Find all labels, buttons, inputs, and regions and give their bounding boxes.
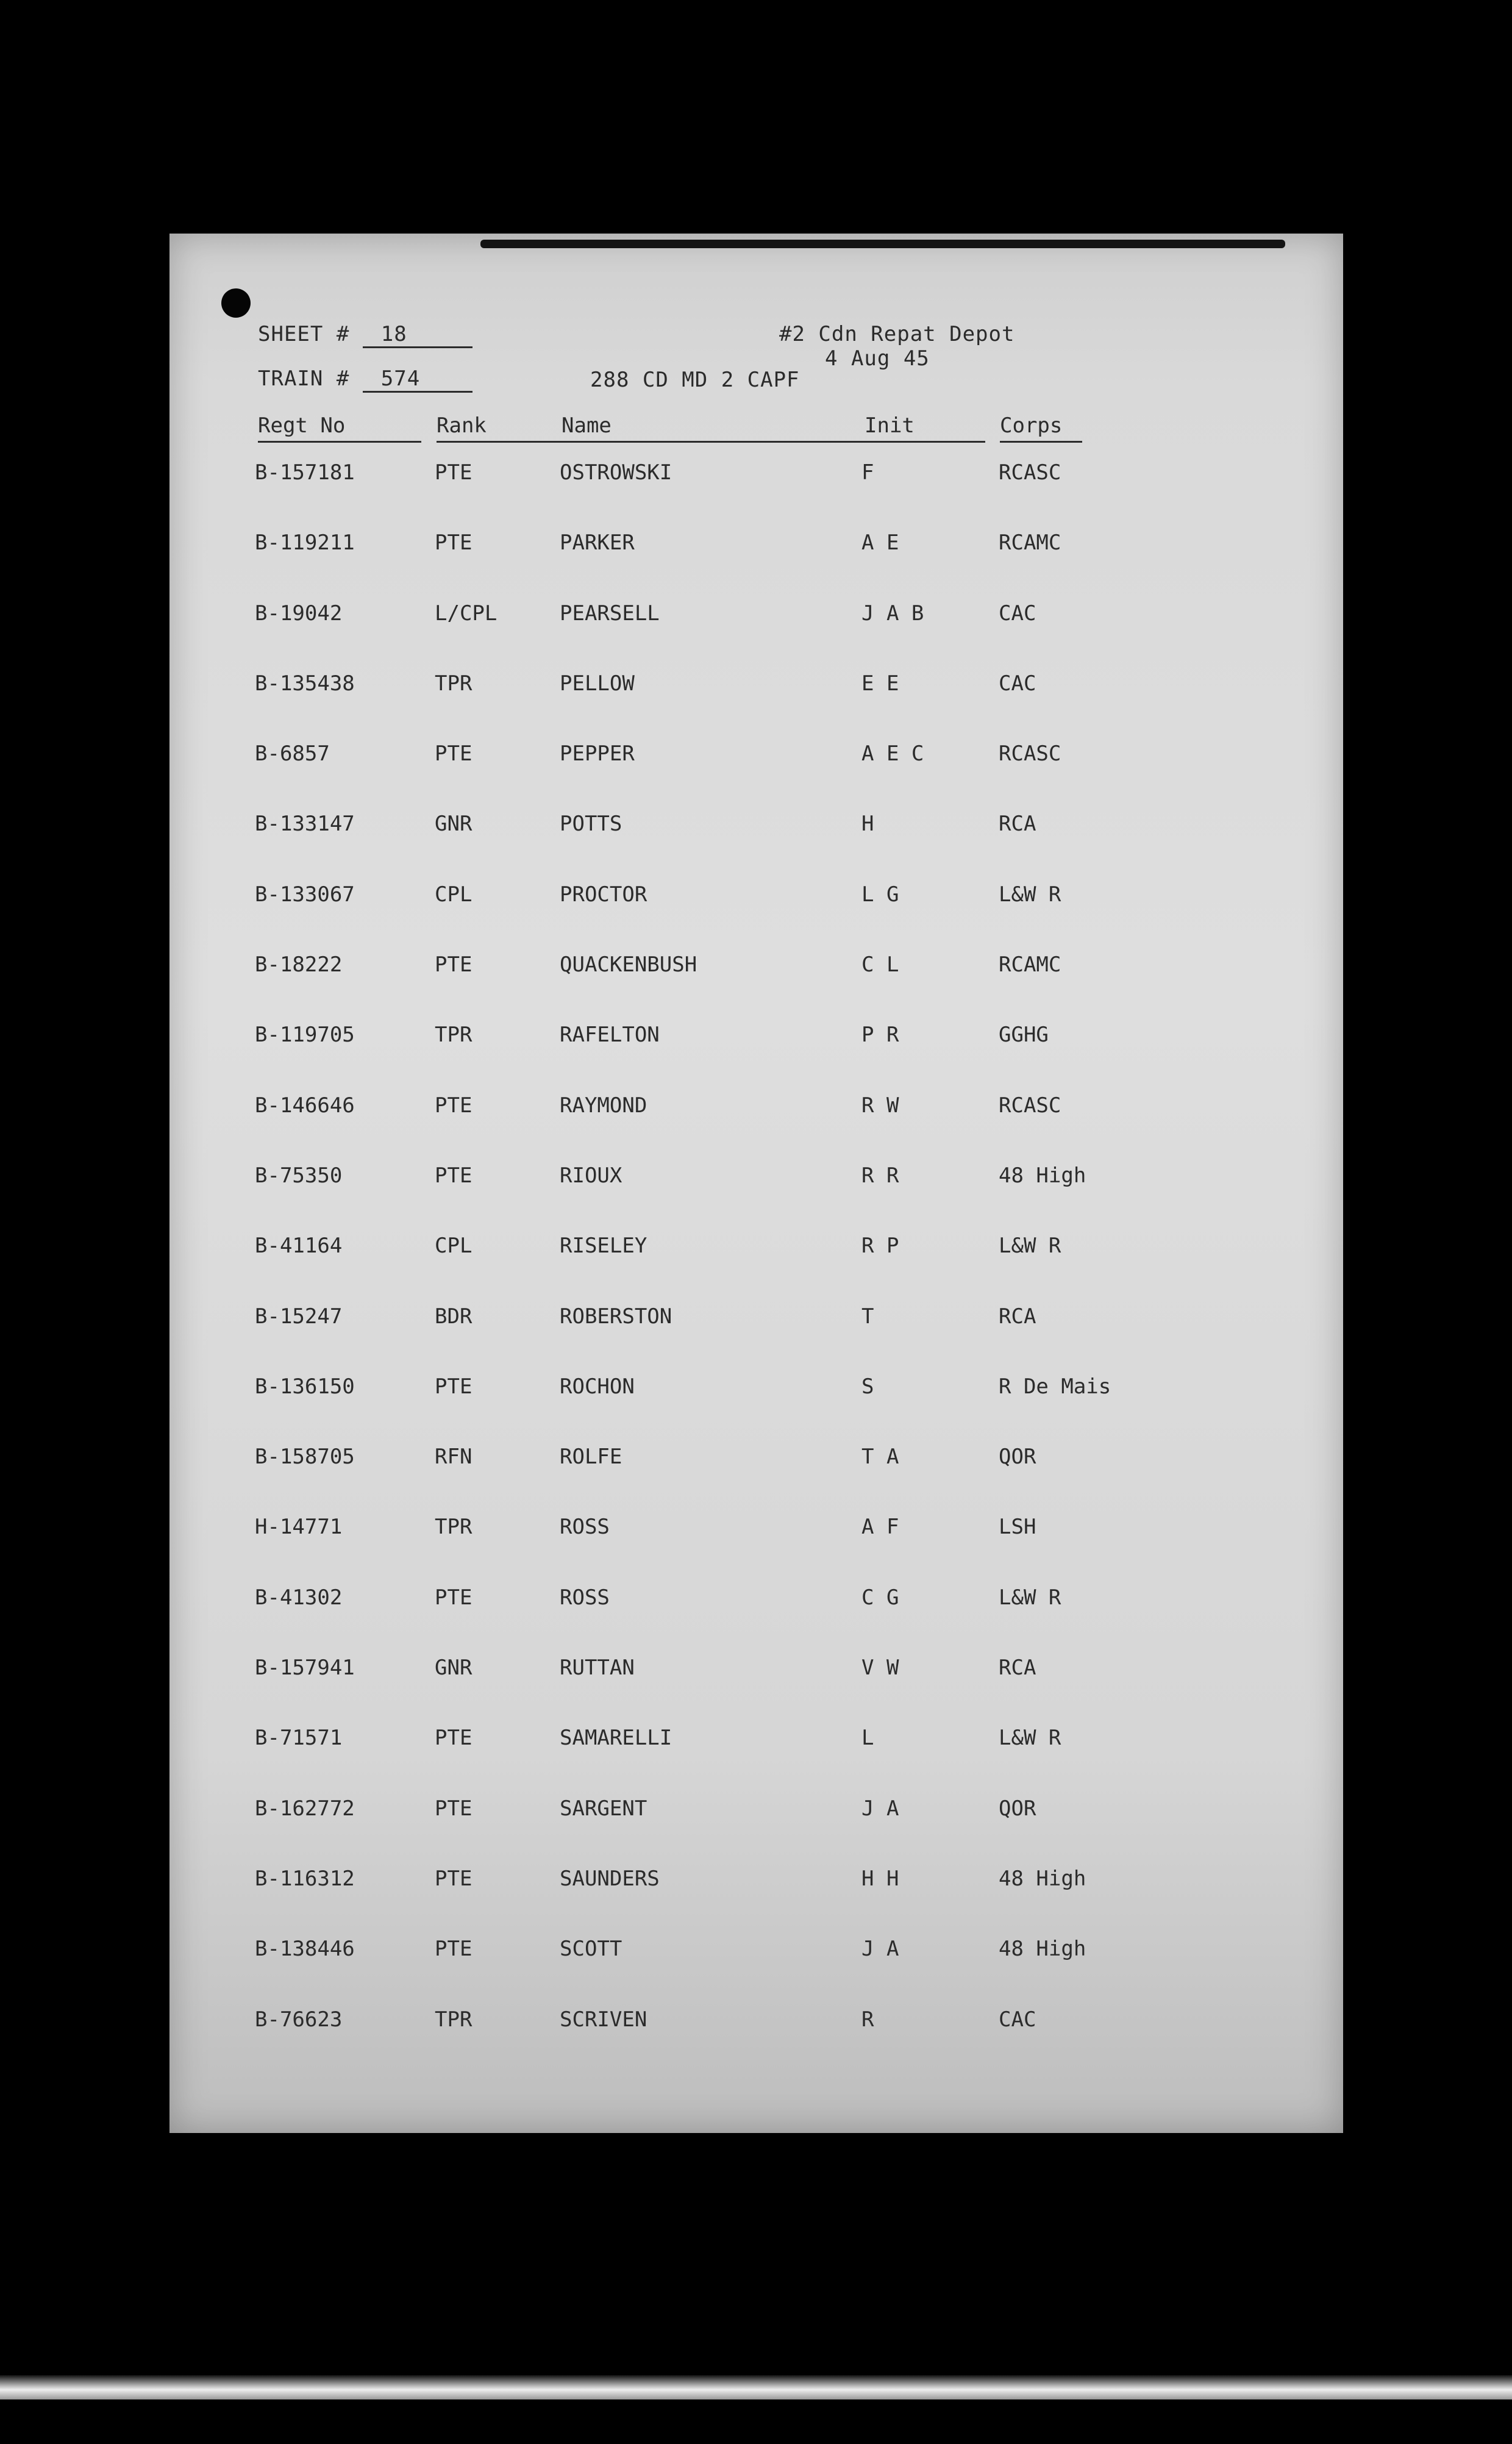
table-row	[169, 1445, 1343, 1515]
rank-cell: RFN	[435, 1445, 472, 1470]
name-cell: QUACKENBUSH	[560, 952, 697, 977]
init-cell: R R	[861, 1163, 899, 1188]
rank-cell: CPL	[435, 882, 472, 907]
regt-no-cell: B-136150	[255, 1374, 355, 1399]
regt-no-cell: B-71571	[255, 1726, 343, 1751]
corps-cell: RCASC	[999, 1093, 1061, 1118]
train-number-line	[258, 366, 472, 393]
regt-no-cell: B-41302	[255, 1585, 343, 1610]
table-row	[169, 1374, 1343, 1445]
rank-cell: PTE	[435, 952, 472, 977]
rank-cell: PTE	[435, 460, 472, 485]
name-cell: SCRIVEN	[560, 2007, 647, 2032]
init-cell: A F	[861, 1515, 899, 1540]
column-header-rank: Rank	[437, 413, 487, 438]
name-cell: PROCTOR	[560, 882, 647, 907]
table-row	[169, 2007, 1343, 2078]
corps-cell: RCA	[999, 1656, 1036, 1681]
init-cell: F	[861, 460, 874, 485]
page-top-edge	[480, 240, 1285, 248]
header-underline-rank-name-init	[437, 441, 985, 443]
rank-cell: L/CPL	[435, 601, 497, 626]
rank-cell: CPL	[435, 1234, 472, 1259]
table-row	[169, 601, 1343, 671]
init-cell: V W	[861, 1656, 899, 1681]
rank-cell: GNR	[435, 812, 472, 837]
regt-no-cell: B-133147	[255, 812, 355, 837]
depot-name: #2 Cdn Repat Depot	[779, 322, 1015, 346]
corps-cell: CAC	[999, 2007, 1036, 2032]
table-row	[169, 1585, 1343, 1656]
table-row	[169, 1304, 1343, 1374]
rank-cell: TPR	[435, 1023, 472, 1048]
init-cell: C L	[861, 952, 899, 977]
punch-hole	[221, 288, 251, 318]
name-cell: SAMARELLI	[560, 1726, 672, 1751]
rank-cell: PTE	[435, 1726, 472, 1751]
rank-cell: PTE	[435, 1866, 472, 1891]
rank-cell: PTE	[435, 1163, 472, 1188]
table-row	[169, 1515, 1343, 1585]
name-cell: ROBERSTON	[560, 1304, 672, 1329]
name-cell: RIOUX	[560, 1163, 622, 1188]
corps-cell: 48 High	[999, 1937, 1086, 1962]
train-number: 574	[363, 366, 472, 393]
name-cell: RAFELTON	[560, 1023, 660, 1048]
name-cell: SAUNDERS	[560, 1866, 660, 1891]
table-row	[169, 952, 1343, 1023]
sheet-number: 18	[363, 322, 472, 348]
init-cell: R P	[861, 1234, 899, 1259]
regt-no-cell: H-14771	[255, 1515, 343, 1540]
regt-no-cell: B-119211	[255, 531, 355, 556]
init-cell: P R	[861, 1023, 899, 1048]
corps-cell: RCA	[999, 812, 1036, 837]
document-page	[169, 234, 1343, 2133]
column-header-init: Init	[865, 413, 915, 438]
column-header-regt-no: Regt No	[258, 413, 346, 438]
init-cell: A E	[861, 531, 899, 556]
regt-no-cell: B-15247	[255, 1304, 343, 1329]
corps-cell: RCAMC	[999, 952, 1061, 977]
regt-no-cell: B-162772	[255, 1796, 355, 1821]
init-cell: J A	[861, 1937, 899, 1962]
rank-cell: PTE	[435, 1937, 472, 1962]
rank-cell: PTE	[435, 1374, 472, 1399]
init-cell: L G	[861, 882, 899, 907]
document-date: 4 Aug 45	[825, 346, 930, 371]
name-cell: SCOTT	[560, 1937, 622, 1962]
init-cell: J A	[861, 1796, 899, 1821]
regt-no-cell: B-6857	[255, 741, 330, 766]
init-cell: A E C	[861, 741, 924, 766]
sheet-number-line	[258, 322, 472, 348]
name-cell: SARGENT	[560, 1796, 647, 1821]
regt-no-cell: B-18222	[255, 952, 343, 977]
init-cell: T	[861, 1304, 874, 1329]
table-row	[169, 671, 1343, 741]
table-row	[169, 460, 1343, 531]
corps-cell: LSH	[999, 1515, 1036, 1540]
corps-cell: RCASC	[999, 460, 1061, 485]
table-row	[169, 882, 1343, 952]
table-row	[169, 812, 1343, 882]
unit-code: 288 CD MD 2 CAPF	[590, 368, 800, 392]
train-label: TRAIN #	[258, 366, 350, 391]
regt-no-cell: B-19042	[255, 601, 343, 626]
regt-no-cell: B-116312	[255, 1866, 355, 1891]
sheet-label: SHEET #	[258, 322, 350, 346]
corps-cell: QOR	[999, 1445, 1036, 1470]
rank-cell: BDR	[435, 1304, 472, 1329]
column-header-corps: Corps	[1000, 413, 1063, 438]
name-cell: ROSS	[560, 1585, 610, 1610]
rank-cell: TPR	[435, 2007, 472, 2032]
name-cell: PELLOW	[560, 671, 635, 696]
corps-cell: L&W R	[999, 1234, 1061, 1259]
rank-cell: TPR	[435, 1515, 472, 1540]
regt-no-cell: B-146646	[255, 1093, 355, 1118]
corps-cell: CAC	[999, 671, 1036, 696]
rank-cell: PTE	[435, 1585, 472, 1610]
rank-cell: GNR	[435, 1656, 472, 1681]
init-cell: H H	[861, 1866, 899, 1891]
roster-table	[169, 460, 1343, 2078]
regt-no-cell: B-76623	[255, 2007, 343, 2032]
scan-bottom-edge	[0, 2375, 1512, 2399]
table-row	[169, 531, 1343, 601]
name-cell: ROCHON	[560, 1374, 635, 1399]
corps-cell: GGHG	[999, 1023, 1049, 1048]
name-cell: RAYMOND	[560, 1093, 647, 1118]
init-cell: R W	[861, 1093, 899, 1118]
corps-cell: CAC	[999, 601, 1036, 626]
init-cell: R	[861, 2007, 874, 2032]
corps-cell: QOR	[999, 1796, 1036, 1821]
init-cell: H	[861, 812, 874, 837]
corps-cell: RCAMC	[999, 531, 1061, 556]
corps-cell: L&W R	[999, 1726, 1061, 1751]
table-row	[169, 1163, 1343, 1234]
header-underline-regt-no	[258, 441, 421, 443]
table-row	[169, 1023, 1343, 1093]
rank-cell: PTE	[435, 531, 472, 556]
corps-cell: L&W R	[999, 882, 1061, 907]
init-cell: L	[861, 1726, 874, 1751]
header-underline-corps	[1000, 441, 1082, 443]
rank-cell: PTE	[435, 741, 472, 766]
name-cell: PEARSELL	[560, 601, 660, 626]
corps-cell: 48 High	[999, 1163, 1086, 1188]
corps-cell: RCA	[999, 1304, 1036, 1329]
table-row	[169, 1937, 1343, 2007]
name-cell: ROLFE	[560, 1445, 622, 1470]
rank-cell: PTE	[435, 1796, 472, 1821]
corps-cell: RCASC	[999, 741, 1061, 766]
rank-cell: TPR	[435, 671, 472, 696]
regt-no-cell: B-133067	[255, 882, 355, 907]
name-cell: RUTTAN	[560, 1656, 635, 1681]
init-cell: J A B	[861, 601, 924, 626]
column-header-name: Name	[562, 413, 612, 438]
regt-no-cell: B-157941	[255, 1656, 355, 1681]
name-cell: POTTS	[560, 812, 622, 837]
corps-cell: 48 High	[999, 1866, 1086, 1891]
regt-no-cell: B-135438	[255, 671, 355, 696]
table-row	[169, 1726, 1343, 1796]
corps-cell: R De Mais	[999, 1374, 1111, 1399]
regt-no-cell: B-158705	[255, 1445, 355, 1470]
rank-cell: PTE	[435, 1093, 472, 1118]
regt-no-cell: B-138446	[255, 1937, 355, 1962]
table-row	[169, 1796, 1343, 1867]
name-cell: OSTROWSKI	[560, 460, 672, 485]
regt-no-cell: B-41164	[255, 1234, 343, 1259]
table-row	[169, 1867, 1343, 1937]
regt-no-cell: B-75350	[255, 1163, 343, 1188]
name-cell: PARKER	[560, 531, 635, 556]
corps-cell: L&W R	[999, 1585, 1061, 1610]
init-cell: E E	[861, 671, 899, 696]
name-cell: PEPPER	[560, 741, 635, 766]
regt-no-cell: B-157181	[255, 460, 355, 485]
init-cell: T A	[861, 1445, 899, 1470]
table-row	[169, 1234, 1343, 1304]
name-cell: RISELEY	[560, 1234, 647, 1259]
init-cell: S	[861, 1374, 874, 1399]
name-cell: ROSS	[560, 1515, 610, 1540]
table-row	[169, 741, 1343, 812]
table-row	[169, 1656, 1343, 1726]
table-row	[169, 1093, 1343, 1163]
regt-no-cell: B-119705	[255, 1023, 355, 1048]
init-cell: C G	[861, 1585, 899, 1610]
